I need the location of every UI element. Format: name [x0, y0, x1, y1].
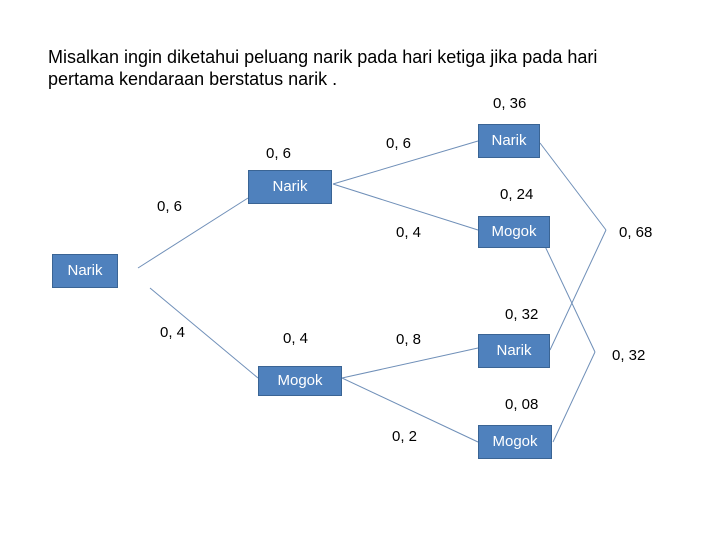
problem-statement: Misalkan ingin diketahui peluang narik pada hari ketiga jika pada hari pertama kendaraan berstatus narik .	[48, 47, 598, 89]
prob-mogok-to-narik: 0, 8	[396, 331, 422, 348]
node-day2-mogok: Mogok	[258, 366, 342, 396]
node-day2-narik: Narik	[248, 170, 332, 204]
prob-mogok-to-mogok: 0, 2	[392, 428, 418, 445]
prob-day1-to-narik: 0, 6	[157, 198, 183, 215]
node-day1-narik: Narik	[52, 254, 118, 288]
edge-mogok-narik	[342, 348, 478, 378]
edge-narik-to-total-068	[550, 230, 606, 350]
prob-narik-to-mogok: 0, 4	[396, 224, 422, 241]
product-mogok-mogok: 0, 08	[505, 396, 539, 413]
product-narik-narik: 0, 36	[493, 95, 527, 112]
product-narik-mogok: 0, 24	[500, 186, 534, 203]
total-mogok: 0, 32	[612, 347, 646, 364]
prob-day1-to-mogok: 0, 4	[160, 324, 186, 341]
node-day3-mogok-1: Mogok	[478, 216, 550, 248]
prob-header-narik: 0, 6	[266, 145, 292, 162]
edge-mogok-to-total-032	[543, 242, 595, 352]
edge-day1-narik	[138, 198, 248, 268]
node-day3-mogok-2: Mogok	[478, 425, 552, 459]
edge-mogok-to-total-032	[553, 352, 595, 442]
total-narik: 0, 68	[619, 224, 653, 241]
product-mogok-narik: 0, 32	[505, 306, 539, 323]
node-day3-narik-2: Narik	[478, 334, 550, 368]
prob-narik-to-narik: 0, 6	[386, 135, 412, 152]
prob-header-mogok: 0, 4	[283, 330, 309, 347]
node-day3-narik-1: Narik	[478, 124, 540, 158]
